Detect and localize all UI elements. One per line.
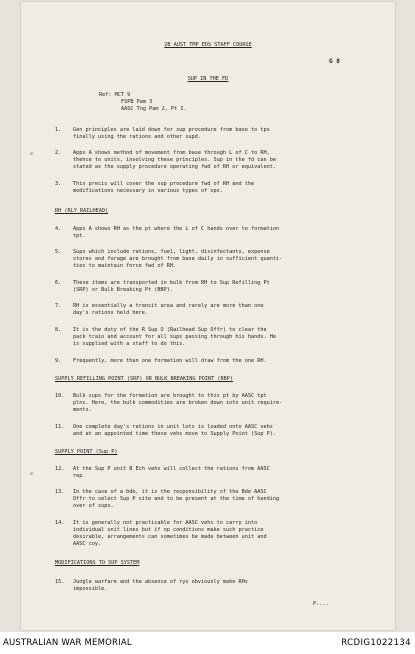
paragraph-line: In the case of a bde, it is the responsibility of the Bde AASC: [73, 489, 267, 495]
section-heading: SUPPLY REFILLING POINT (SRP) OR BULK BREAKING POINT (BBP): [55, 376, 234, 382]
paragraph-line: It is the duty of the R Sup O (Railhead Sup Offr) to clear the: [73, 327, 267, 333]
paragraph-line: day's rations held here.: [73, 310, 148, 316]
paragraph-number: 6.: [55, 280, 62, 286]
paragraph-line: AASC coy.: [73, 541, 102, 547]
subject-heading: SUP IN THE FD: [187, 76, 229, 82]
paragraph-line: ties to maintain force fwd of RH.: [73, 263, 177, 269]
paragraph-number: 15.: [55, 579, 65, 585]
paragraph-line: Appx A shows method of movement from base through L of C to RH,: [73, 150, 270, 156]
paragraph-line: finally using the rations and other supd.: [73, 134, 202, 140]
page-continuation-mark: P....: [313, 601, 329, 607]
paragraph-line: over of sups.: [73, 503, 114, 509]
paragraph-number: 3.: [55, 181, 62, 187]
punch-hole-mark: [30, 152, 33, 155]
paragraph-line: tpt.: [73, 233, 86, 239]
document-code: G 8: [329, 58, 340, 65]
reference-line: AASC Tng Pam 2, Pt I.: [121, 106, 187, 112]
paragraph-line: Appx A shows RH as the pt where the L of C hands over to formation: [73, 226, 280, 232]
paragraph-line: Sups which include rations, fuel, light, disinfectants, expense: [73, 249, 270, 255]
paragraph-line: ments.: [73, 407, 92, 413]
paragraph-number: 2.: [55, 150, 62, 156]
paragraph-line: At the Sup P unit B Ech vehs will collect the rations from AASC: [73, 466, 270, 472]
paragraph-line: plns. Here, the bulk commodities are broken down into unit require-: [73, 400, 283, 406]
paragraph-line: Bulk sups for the formation are brought to this pt by AASC tpt: [73, 393, 267, 399]
paragraph-line: impossible.: [73, 586, 108, 592]
paragraph-number: 4.: [55, 226, 62, 232]
paragraph-number: 12.: [55, 466, 65, 472]
paragraph-number: 13.: [55, 489, 65, 495]
paragraph-line: is supplied with a staff to do this.: [73, 341, 186, 347]
paragraph-line: One complete day's rations in unit lots is loaded onto AASC vehs: [73, 424, 273, 430]
paragraph-line: (SRP) or Bulk Breaking Pt (BBP).: [73, 287, 173, 293]
paragraph-number: 10.: [55, 393, 65, 399]
section-heading: MODIFICATIONS TO SUP SYSTEM: [55, 560, 140, 566]
section-heading: SUPPLY POINT (Sup P): [55, 449, 118, 455]
paragraph-line: Jungle warfare and the absence of rys obviously make RHs: [73, 579, 248, 585]
paragraph-line: thence to units, involving these principles. Sup in the fd can be: [73, 157, 277, 163]
reference-line: Ref: MCT 9: [99, 92, 131, 98]
paragraph-line: pack train and account for all sups passing through his hands. He: [73, 334, 277, 340]
record-id: RCDIG1022134: [341, 638, 411, 648]
paragraph-number: 7.: [55, 303, 62, 309]
paragraph-line: It is generally not practicable for AASC vehs to carry into: [73, 520, 258, 526]
paragraph-line: stated as the supply procedure operating fwd of RH or equivalent.: [73, 164, 277, 170]
archive-footer: [0, 632, 415, 654]
paragraph-number: 14.: [55, 520, 65, 526]
paragraph-line: modifications necessary in various types of ops.: [73, 188, 223, 194]
paragraph-number: 11.: [55, 424, 65, 430]
paragraph-line: individual unit lines but if op conditions make such practice: [73, 527, 264, 533]
paragraph-line: desirable, arrangements can sometimes be made between unit and: [73, 534, 267, 540]
paragraph-line: Frequently, more than one formation will draw from the one RH.: [73, 358, 267, 364]
paragraph-line: These items are transported in bulk from RH to Sup Refilling Pt: [73, 280, 270, 286]
paragraph-line: Gen principles are laid down for sup procedure from base to tps: [73, 127, 270, 133]
punch-hole-mark: [30, 472, 33, 475]
course-title: 2B AUST TMP EDS STAFF COURSE: [164, 42, 252, 48]
typed-document-page: [21, 2, 395, 630]
paragraph-line: and at an appointed time these vehs move to Supply Point (Sup P).: [73, 431, 277, 437]
paragraph-number: 1.: [55, 127, 62, 133]
paragraph-line: stores and forage are brought from base daily in sufficient quanti-: [73, 256, 283, 262]
paragraph-line: RH is essentially a transit area and rarely are more than one: [73, 303, 264, 309]
archive-name: AUSTRALIAN WAR MEMORIAL: [3, 638, 132, 648]
paragraph-number: 8.: [55, 327, 62, 333]
paragraph-line: Offr to select Sup P site and to be present at the time of handing: [73, 496, 280, 502]
paragraph-number: 9.: [55, 358, 62, 364]
paragraph-line: This precis will cover the sup procedure fwd of RH and the: [73, 181, 255, 187]
section-heading: RH (RLY RAILHEAD): [55, 208, 109, 214]
reference-line: FSPB Pam 3: [121, 99, 153, 105]
paragraph-number: 5.: [55, 249, 62, 255]
paragraph-line: rep.: [73, 473, 86, 479]
